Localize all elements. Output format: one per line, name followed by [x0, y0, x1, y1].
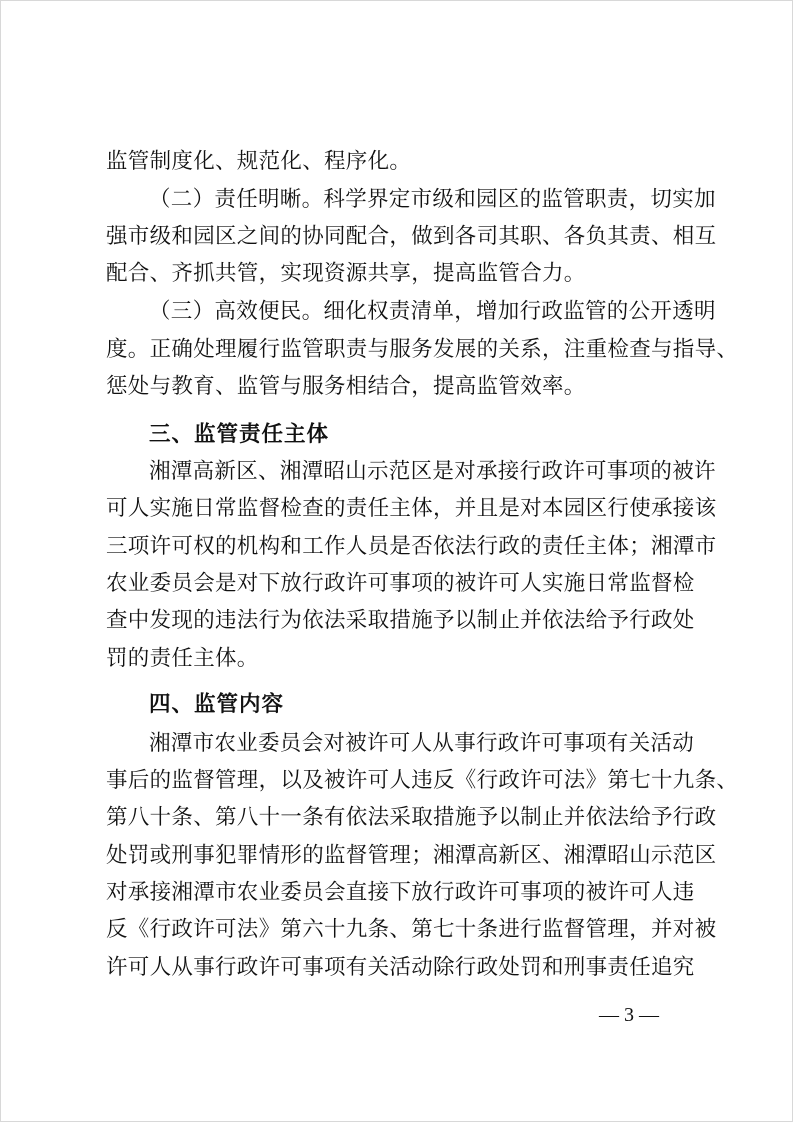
body-line: 湘潭高新区、湘潭昭山示范区是对承接行政许可事项的被许 — [149, 459, 716, 484]
body-line: 第八十条、第八十一条有依法采取措施予以制止并依法给予行政 — [106, 805, 717, 830]
body-line: 配合、齐抓共管，实现资源共享，提高监管合力。 — [106, 261, 586, 286]
body-line: 度。正确处理履行监管职责与服务发展的关系，注重检查与指导、 — [106, 337, 739, 362]
body-line: 农业委员会是对下放行政许可事项的被许可人实施日常监督检 — [106, 571, 695, 596]
body-line: 处罚或刑事犯罪情形的监督管理；湘潭高新区、湘潭昭山示范区 — [106, 843, 717, 868]
body-line: 罚的责任主体。 — [106, 646, 259, 671]
body-line: 许可人从事行政许可事项有关活动除行政处罚和刑事责任追究 — [106, 955, 695, 980]
section-para-3-title: （三）高效便民。细化权责清单，增加行政监管的公开透明 — [149, 299, 716, 324]
body-line: 三项许可权的机构和工作人员是否依法行政的责任主体；湘潭市 — [106, 534, 717, 559]
body-line: 惩处与教育、监管与服务相结合，提高监管效率。 — [106, 374, 586, 399]
page-number: — 3 — — [599, 1004, 659, 1026]
section-heading-4: 四、监管内容 — [149, 692, 285, 717]
body-line: 查中发现的违法行为依法采取措施予以制止并依法给予行政处 — [106, 608, 695, 633]
body-line: 可人实施日常监督检查的责任主体，并且是对本园区行使承接该 — [106, 496, 717, 521]
body-line: 监管制度化、规范化、程序化。 — [106, 149, 412, 174]
body-line: 湘潭市农业委员会对被许可人从事行政许可事项有关活动 — [149, 731, 695, 756]
body-line: 对承接湘潭市农业委员会直接下放行政许可事项的被许可人违 — [106, 880, 695, 905]
body-line: 反《行政许可法》第六十九条、第七十条进行监督管理，并对被 — [106, 917, 717, 942]
section-para-2-title: （二）责任明晰。科学界定市级和园区的监管职责，切实加 — [149, 187, 716, 212]
section-heading-3: 三、监管责任主体 — [149, 422, 330, 447]
body-line: 事后的监督管理，以及被许可人违反《行政许可法》第七十九条、 — [106, 768, 739, 793]
body-line: 强市级和园区之间的协同配合，做到各司其职、各负其责、相互 — [106, 224, 717, 249]
